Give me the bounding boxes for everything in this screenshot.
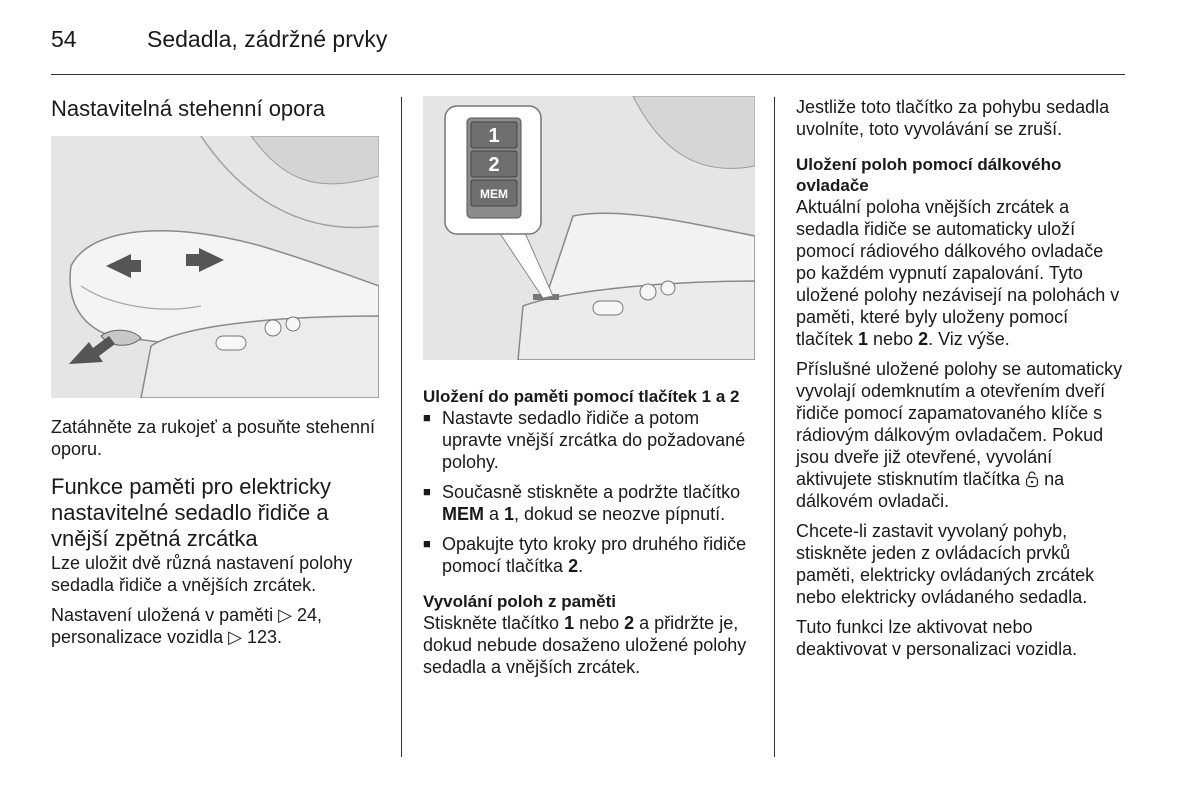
column-divider-1 [401, 97, 402, 757]
ref-memory-page: 24 [297, 605, 318, 625]
header-rule [51, 74, 1125, 75]
remote-memory-text [796, 196, 1126, 350]
column-1 [51, 96, 381, 656]
memory-button-mem: MEM [480, 187, 508, 201]
heading-memory-function: Funkce paměti pro elektricky nastavitelné sedadlo řidiče a vnější zpětná zrcátka [51, 474, 331, 551]
personalization-text: Tuto funkci lze aktivovat nebo deaktivovat v personalizaci vozidla. [796, 617, 1078, 659]
text-run: . Viz výše. [928, 329, 1010, 349]
text-run: 1 [504, 504, 515, 524]
column-divider-2 [774, 97, 775, 757]
memory-references: Nastavení uložená v paměti ▷ 24, personalizace vozidla ▷ 123. [51, 605, 323, 647]
memory-buttons-illustration [423, 96, 755, 360]
heading-thigh-support: Nastavitelná stehenní opora [51, 96, 325, 121]
text-run: a [484, 504, 505, 524]
seat-cushion-drawing [51, 136, 379, 398]
unlock-icon [1025, 470, 1039, 488]
text-run: Příslušné uložené polohy se automaticky vyvolají odemknutím a otevřením dveří řidiče pomocí zapamatovaného klíče s rádiovým dálkovým ovladačem. Pokud jsou dveře již otevřené, vyvolání aktivujete stisknutím tlačítka [796, 359, 1123, 489]
page-ref-icon: ▷ [278, 605, 292, 625]
list-item [423, 533, 755, 577]
section-title: Sedadla, zádržné prvky [147, 26, 388, 52]
text-run: 2 [624, 613, 635, 633]
thigh-support-illustration [51, 136, 379, 398]
text-run: Aktuální poloha vnějších zrcátek a sedadla řidiče se automaticky uloží pomocí rádiového dálkového ovladače po každém vypnutí zapalování. Tyto uložené polohy nezávisejí na polohách v paměti, které byly uloženy pomocí tlačítek [796, 197, 1120, 349]
text-run: nebo [868, 329, 919, 349]
subhead-store-memory: Uložení do paměti pomocí tlačítek 1 a 2 [423, 387, 740, 406]
auto-recall-text [796, 358, 1126, 512]
text-run: . [578, 556, 584, 576]
thigh-support-text: Zatáhněte za rukojeť a posuňte stehenní oporu. [51, 417, 375, 459]
memory-intro-text: Lze uložit dvě různá nastavení polohy sedadla řidiče a vnějších zrcátek. [51, 553, 353, 595]
text-run: nebo [574, 613, 625, 633]
ref-personalization-page: 123 [246, 627, 278, 647]
subhead-recall-memory: Vyvolání poloh z paměti [423, 592, 617, 611]
text-run: Opakujte tyto kroky pro druhého řidiče pomocí tlačítka [442, 534, 747, 576]
column-2 [423, 96, 755, 686]
text-run: 2 [568, 556, 579, 576]
page-ref-icon: ▷ [228, 627, 242, 647]
text-run: a přidržte je, dokud nebude dosaženo uložené polohy sedadla a vnějších zrcátek. [423, 613, 747, 677]
column-3 [796, 96, 1126, 668]
list-item [423, 481, 755, 525]
list-item: ■ Nastavte sedadlo řidiče a potom upravte vnější zrcátka do požadované polohy. [423, 407, 755, 473]
ref-personalization: personalizace vozidla [51, 627, 224, 647]
store-steps-list [423, 407, 755, 577]
text-run: 1 [858, 329, 869, 349]
memory-button-1: 1 [488, 125, 500, 147]
ref-memory-settings: Nastavení uložená v paměti [51, 605, 274, 625]
text-run: , dokud se neozve pípnutí. [514, 504, 726, 524]
text-run: Současně stiskněte a podržte tlačítko [442, 482, 741, 502]
subhead-remote-memory: Uložení poloh pomocí dálkového ovladače [796, 155, 1062, 195]
page-number: 54 [51, 26, 77, 52]
memory-buttons-drawing [423, 96, 755, 360]
recall-text [423, 612, 755, 678]
stop-recall-text: Chcete-li zastavit vyvolaný pohyb, stiskněte jeden z ovládacích prvků paměti, elektricky ovládaných zrcátek nebo elektricky ovládaného sedadla. [796, 521, 1095, 607]
text-run: Stiskněte tlačítko [423, 613, 565, 633]
text-run: 2 [918, 329, 929, 349]
text-run: MEM [442, 504, 484, 524]
text-run: 1 [564, 613, 575, 633]
text-run: na dálkovém ovladači. [796, 469, 1065, 511]
memory-button-2: 2 [488, 154, 500, 176]
recall-cancel-text: Jestliže toto tlačítko za pohybu sedadla uvolníte, toto vyvolávání se zruší. [796, 97, 1110, 139]
